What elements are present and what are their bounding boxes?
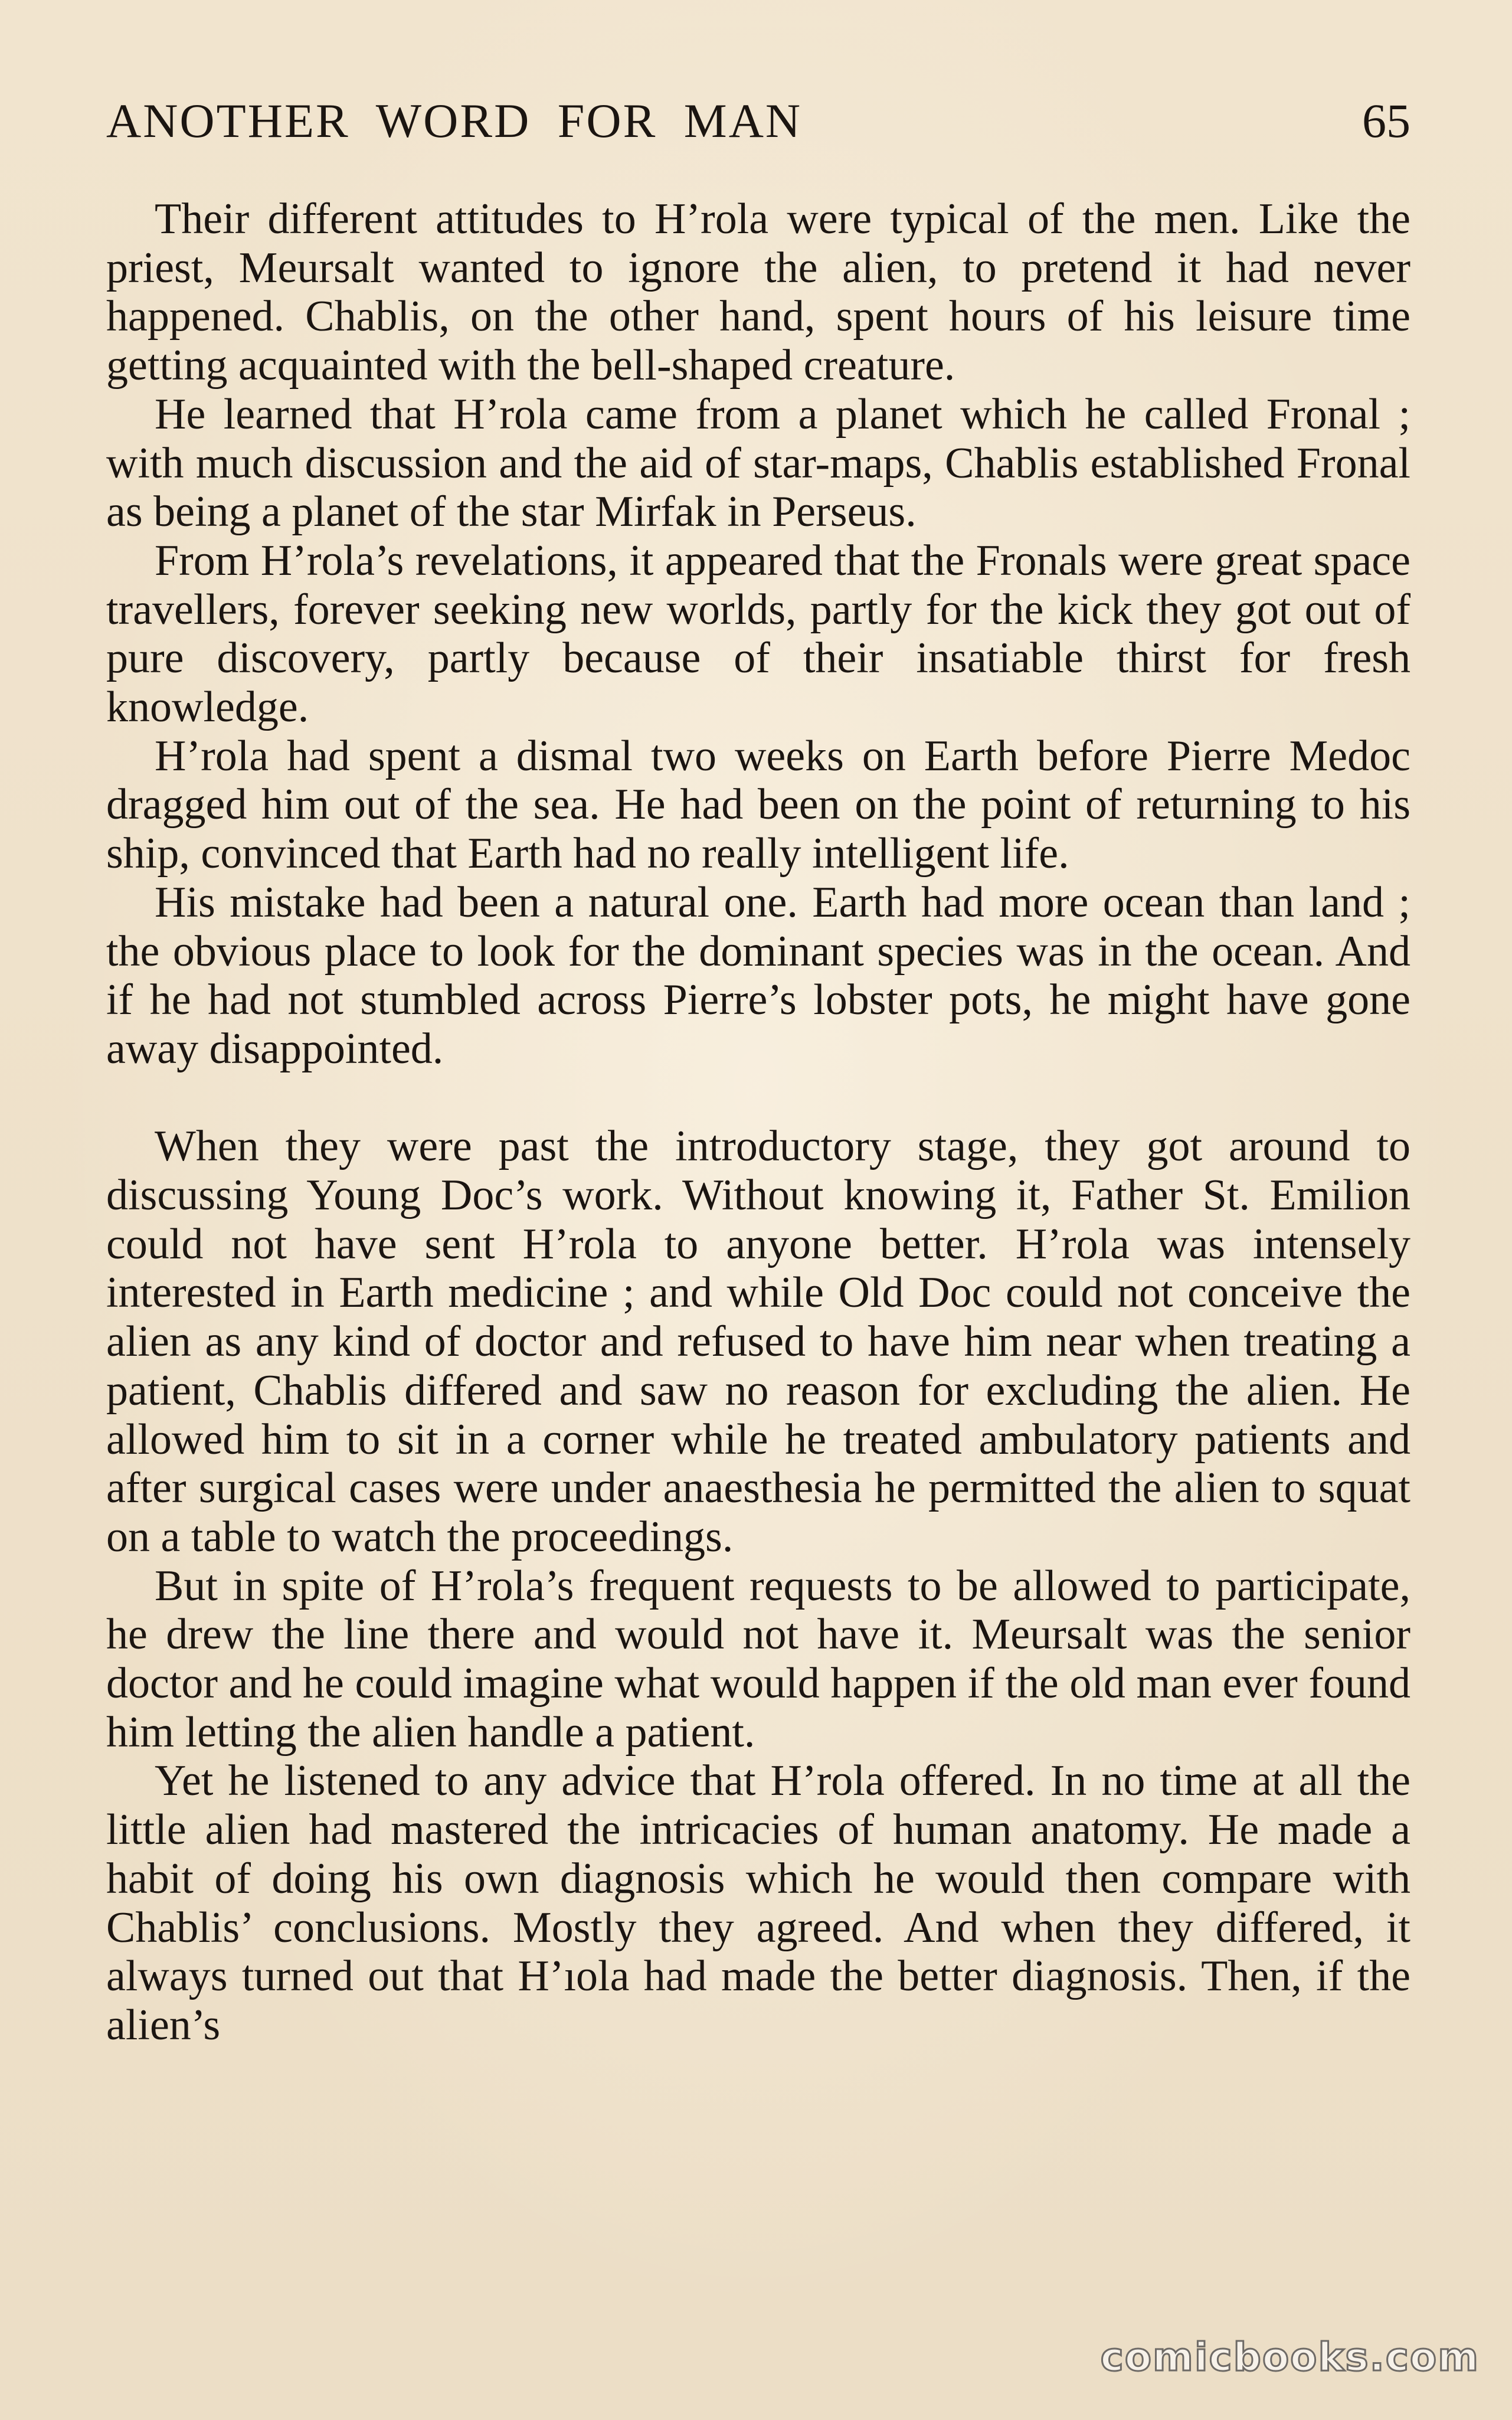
section-break xyxy=(106,1074,1410,1123)
paragraph: When they were past the introductory stage, they got around to discussing Young Doc’s work. Without knowing it, Father St. Emilion could not have sent H’rola to anyone better. H’rola was intensely interested in Earth medicine ; and while Old Doc could not conceive the alien as any kind of doctor and refused to have him near when treating a patient, Chablis differed and saw no reason for excluding the alien. He allowed him to sit in a corner while he treated ambulatory patients and after surgical cases were under anaesthesia he permitted the alien to squat on a table to watch the proceedings. xyxy=(106,1122,1410,1561)
paragraph: H’rola had spent a dismal two weeks on Earth before Pierre Medoc dragged him out of the sea. He had been on the point of returning to his ship, convinced that Earth had no really intelligent life. xyxy=(106,731,1410,878)
page-header xyxy=(106,89,1410,153)
watermark-text: comicbooks.com xyxy=(1100,2334,1480,2380)
paragraph: Their different attitudes to H’rola were typical of the men. Like the priest, Meursalt wanted to ignore the alien, to pretend it had never happened. Chablis, on the other hand, spent hours of his leisure time getting acquainted with the bell-shaped creature. xyxy=(106,195,1410,390)
paragraph: His mistake had been a natural one. Earth had more ocean than land ; the obvious place to look for the dominant species was in the ocean. And if he had not stumbled across Pierre’s lobster pots, he might have gone away disappointed. xyxy=(106,878,1410,1073)
page-number: 65 xyxy=(1362,94,1410,148)
paragraph: But in spite of H’rola’s frequent requests to be allowed to participate, he drew the line there and would not have it. Meursalt was the senior doctor and he could imagine what would happen if the old man ever found him letting the alien handle a patient. xyxy=(106,1561,1410,1757)
paragraph: Yet he listened to any advice that H’rola offered. In no time at all the little alien had mastered the intricacies of human anatomy. He made a habit of doing his own diagnosis which he would then compare with Chablis’ conclusions. Mostly they agreed. And when they differed, it always turned out that H’ıola had made the better diagnosis. Then, if the alien’s xyxy=(106,1757,1410,2049)
body-text xyxy=(106,195,1410,2050)
paragraph: From H’rola’s revelations, it appeared that the Fronals were great space travellers, forever seeking new worlds, partly for the kick they got out of pure discovery, partly because of their insatiable thirst for fresh knowledge. xyxy=(106,536,1410,732)
paragraph: He learned that H’rola came from a planet which he called Fronal ; with much discussion and the aid of star-maps, Chablis established Fronal as being a planet of the star Mirfak in Perseus. xyxy=(106,390,1410,537)
running-head: ANOTHER WORD FOR MAN xyxy=(106,94,803,148)
